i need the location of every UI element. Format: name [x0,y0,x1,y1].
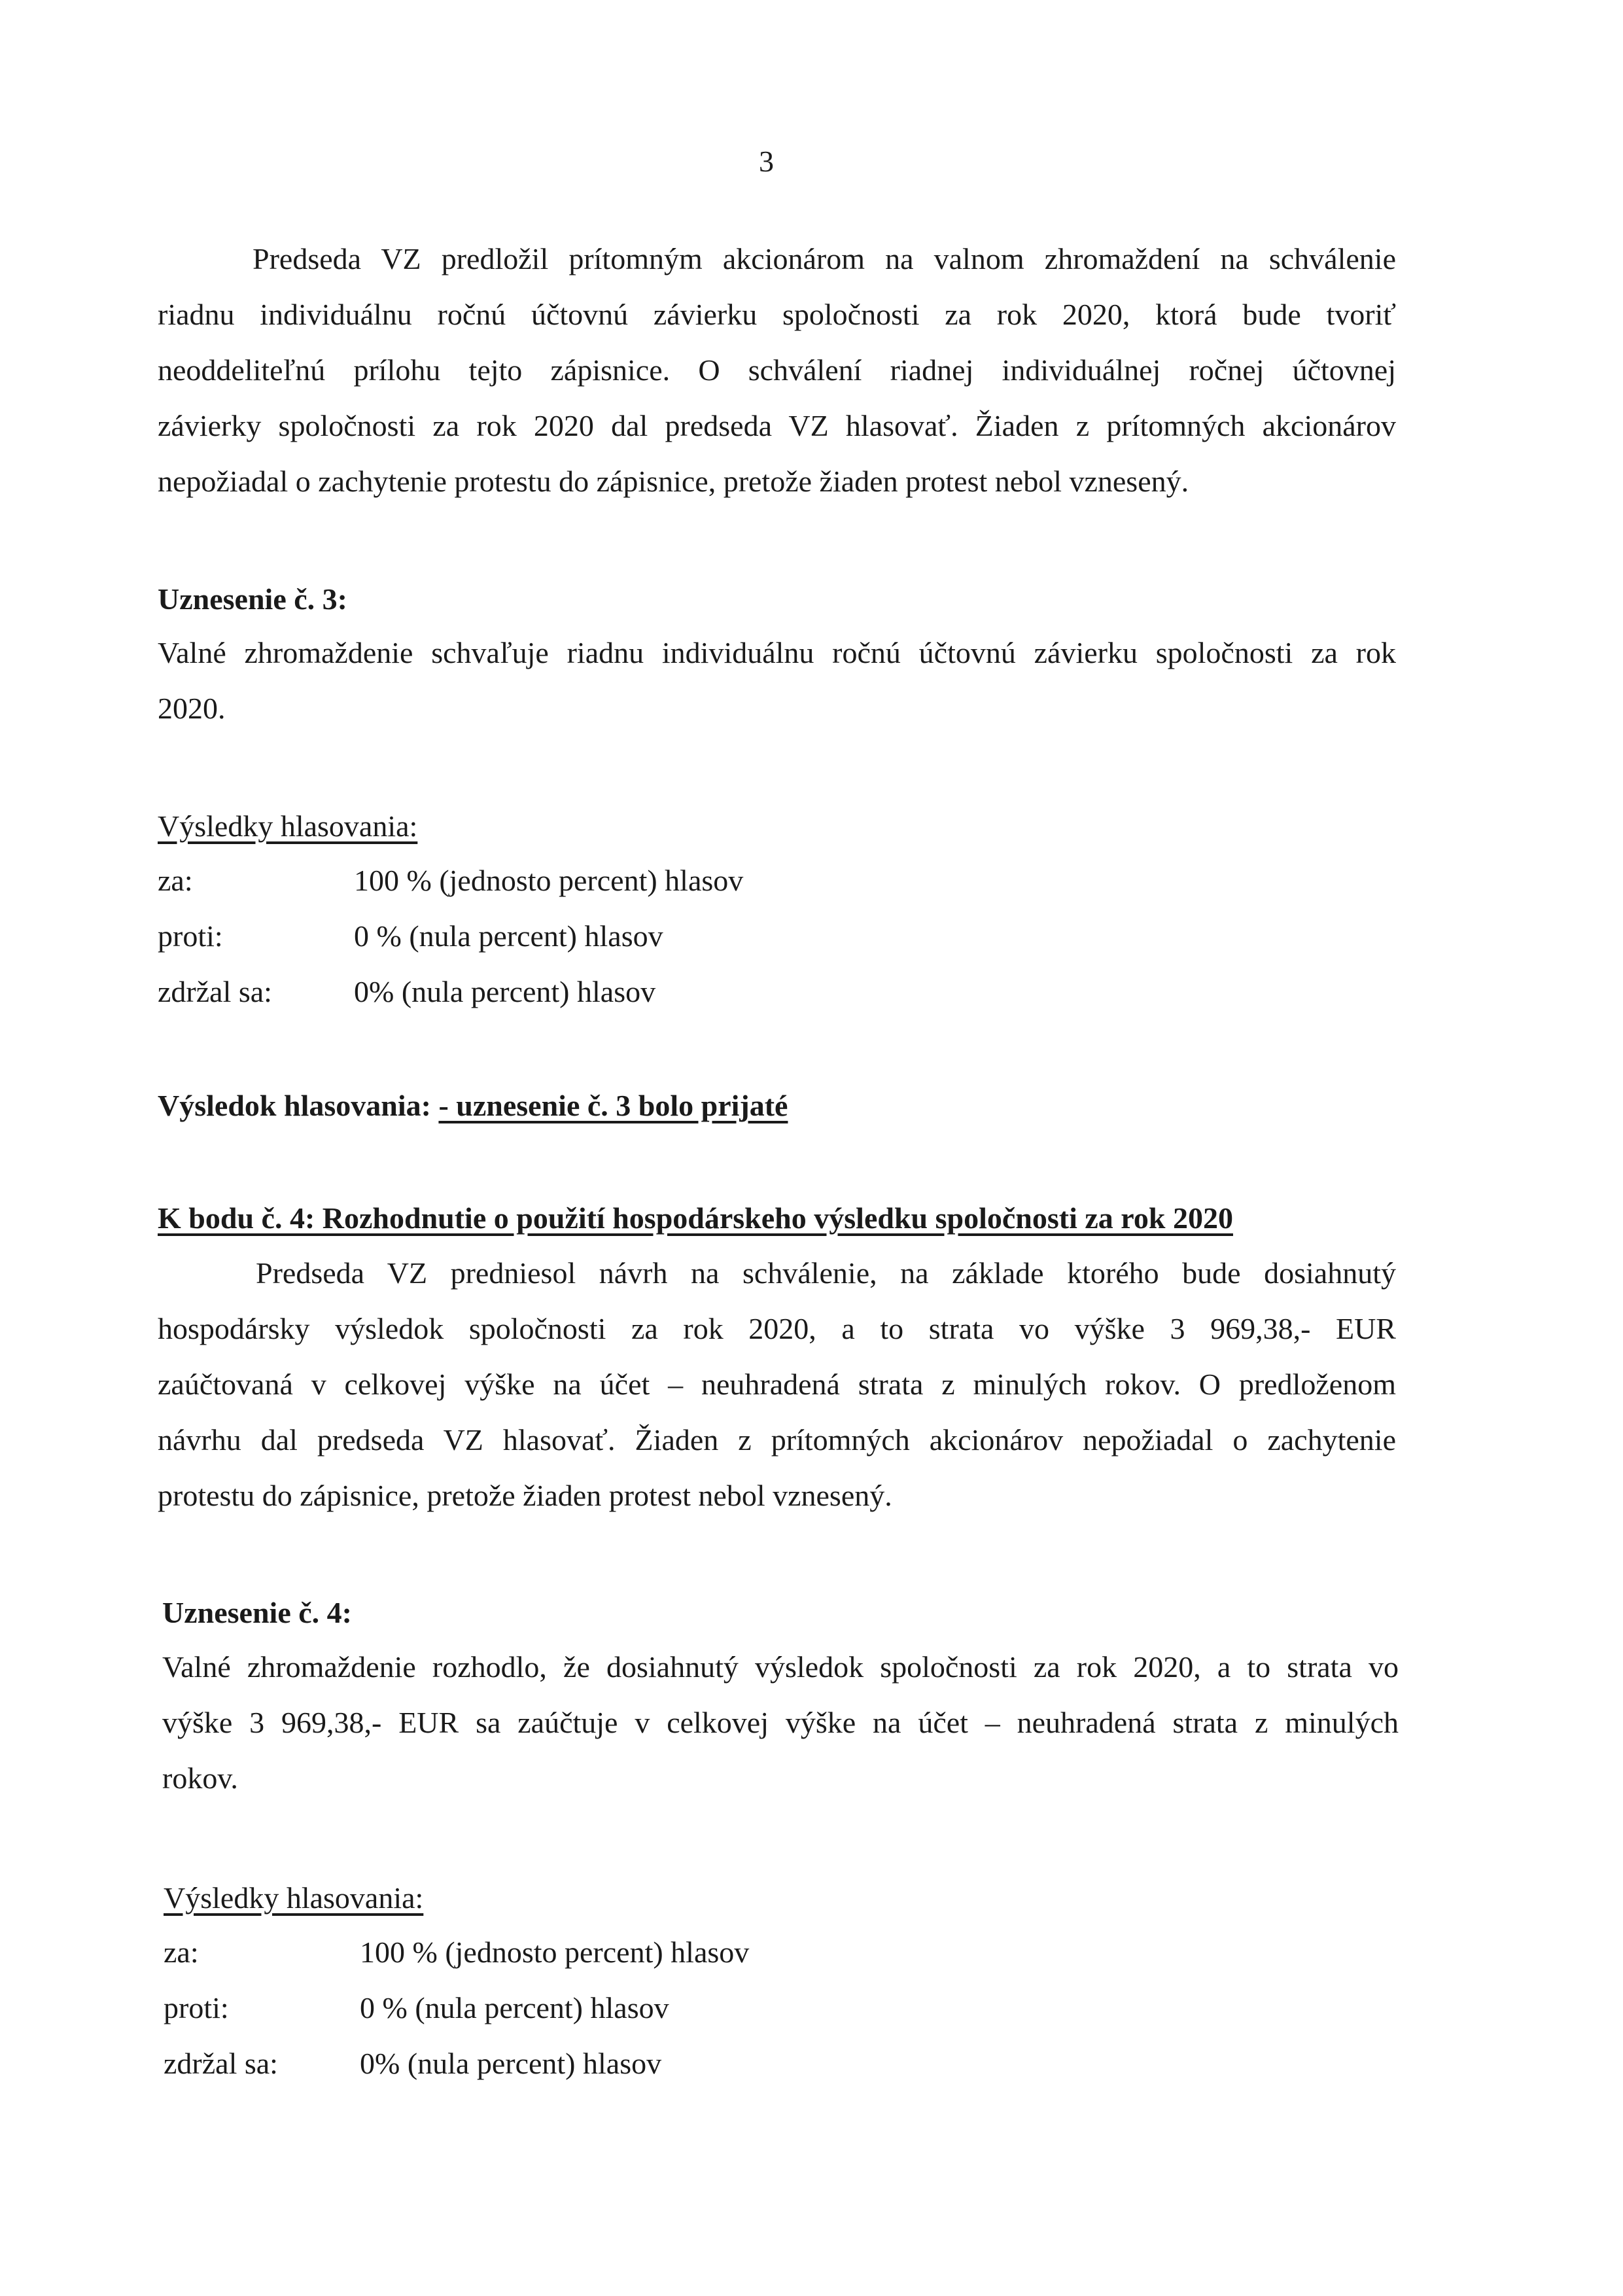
resolution-4-title: Uznesenie č. 4: [162,1596,352,1629]
paragraph-line: rokov. [162,1761,238,1795]
resolution-3-results-title: Výsledky hlasovania: [158,809,418,843]
vote-label: proti: [158,919,223,953]
vote-row-for [164,1924,749,1980]
vote-value: 0 % (nula percent) hlasov [360,1991,669,2024]
vote-label: zdržal sa: [164,2047,278,2080]
item-4-paragraph [158,1245,1396,1523]
paragraph-line: Valné zhromaždenie schvaľuje riadnu individuálnu ročnú účtovnú závierku spoločnosti za rok [158,636,1396,669]
paragraph-line: hospodársky výsledok spoločnosti za rok 2020, a to strata vo výške 3 969,38,- EUR [158,1312,1396,1345]
paragraph-line: nepožiadal o zachytenie protestu do zápisnice, pretože žiaden protest nebol vznesený. [158,465,1189,498]
paragraph-line: návrhu dal predseda VZ hlasovať. Žiaden z prítomných akcionárov nepožiadal o zachytenie [158,1423,1396,1457]
intro-paragraph [158,231,1396,509]
vote-label: proti: [164,1991,229,2024]
paragraph-line: zaúčtovaná v celkovej výške na účet – neuhradená strata z minulých rokov. O predloženom [158,1368,1396,1401]
resolution-3-results [158,853,743,1019]
paragraph-line: protestu do zápisnice, pretože žiaden protest nebol vznesený. [158,1479,892,1512]
vote-value: 100 % (jednosto percent) hlasov [354,864,744,897]
vote-value: 0% (nula percent) hlasov [354,975,656,1008]
paragraph-line: závierky spoločnosti za rok 2020 dal predseda VZ hlasovať. Žiaden z prítomných akcionárov [158,409,1396,442]
resolution-4-text [162,1639,1399,1806]
vote-label: za: [164,1935,199,1969]
vote-value: 0 % (nula percent) hlasov [354,919,663,953]
resolution-4-results-title: Výsledky hlasovania: [164,1881,424,1915]
outcome-label: Výsledok hlasovania: [158,1089,431,1122]
vote-value: 100 % (jednosto percent) hlasov [360,1935,750,1969]
paragraph-line: neoddeliteľnú prílohu tejto zápisnice. O schválení riadnej individuálnej ročnej účtovnej [158,353,1396,387]
outcome-value: - uznesenie č. 3 bolo prijaté [438,1089,788,1122]
vote-label: za: [158,864,193,897]
vote-row-abstain [164,2036,749,2091]
paragraph-line: Valné zhromaždenie rozhodlo, že dosiahnutý výsledok spoločnosti za rok 2020, a to strata vo [162,1650,1399,1684]
paragraph-line: Predseda VZ predložil prítomným akcionárom na valnom zhromaždení na schválenie [253,242,1396,275]
paragraph-line: výške 3 969,38,- EUR sa zaúčtuje v celkovej výške na účet – neuhradená strata z minulých [162,1706,1399,1739]
vote-row-for [158,853,743,908]
vote-row-abstain [158,964,743,1019]
resolution-3-text [158,625,1396,736]
paragraph-line: Predseda VZ predniesol návrh na schválenie, na základe ktorého bude dosiahnutý [256,1256,1396,1290]
item-4-heading: K bodu č. 4: Rozhodnutie o použití hospodárskeho výsledku spoločnosti za rok 2020 [158,1201,1233,1235]
resolution-3-outcome [158,1078,788,1133]
vote-row-against [158,908,743,964]
vote-label: zdržal sa: [158,975,272,1008]
resolution-4-results [164,1924,749,2091]
resolution-3-title: Uznesenie č. 3: [158,582,347,616]
paragraph-line: 2020. [158,692,226,725]
paragraph-line: riadnu individuálnu ročnú účtovnú závierku spoločnosti za rok 2020, ktorá bude tvoriť [158,298,1396,331]
page-number: 3 [759,145,774,178]
vote-row-against [164,1980,749,2036]
vote-value: 0% (nula percent) hlasov [360,2047,662,2080]
